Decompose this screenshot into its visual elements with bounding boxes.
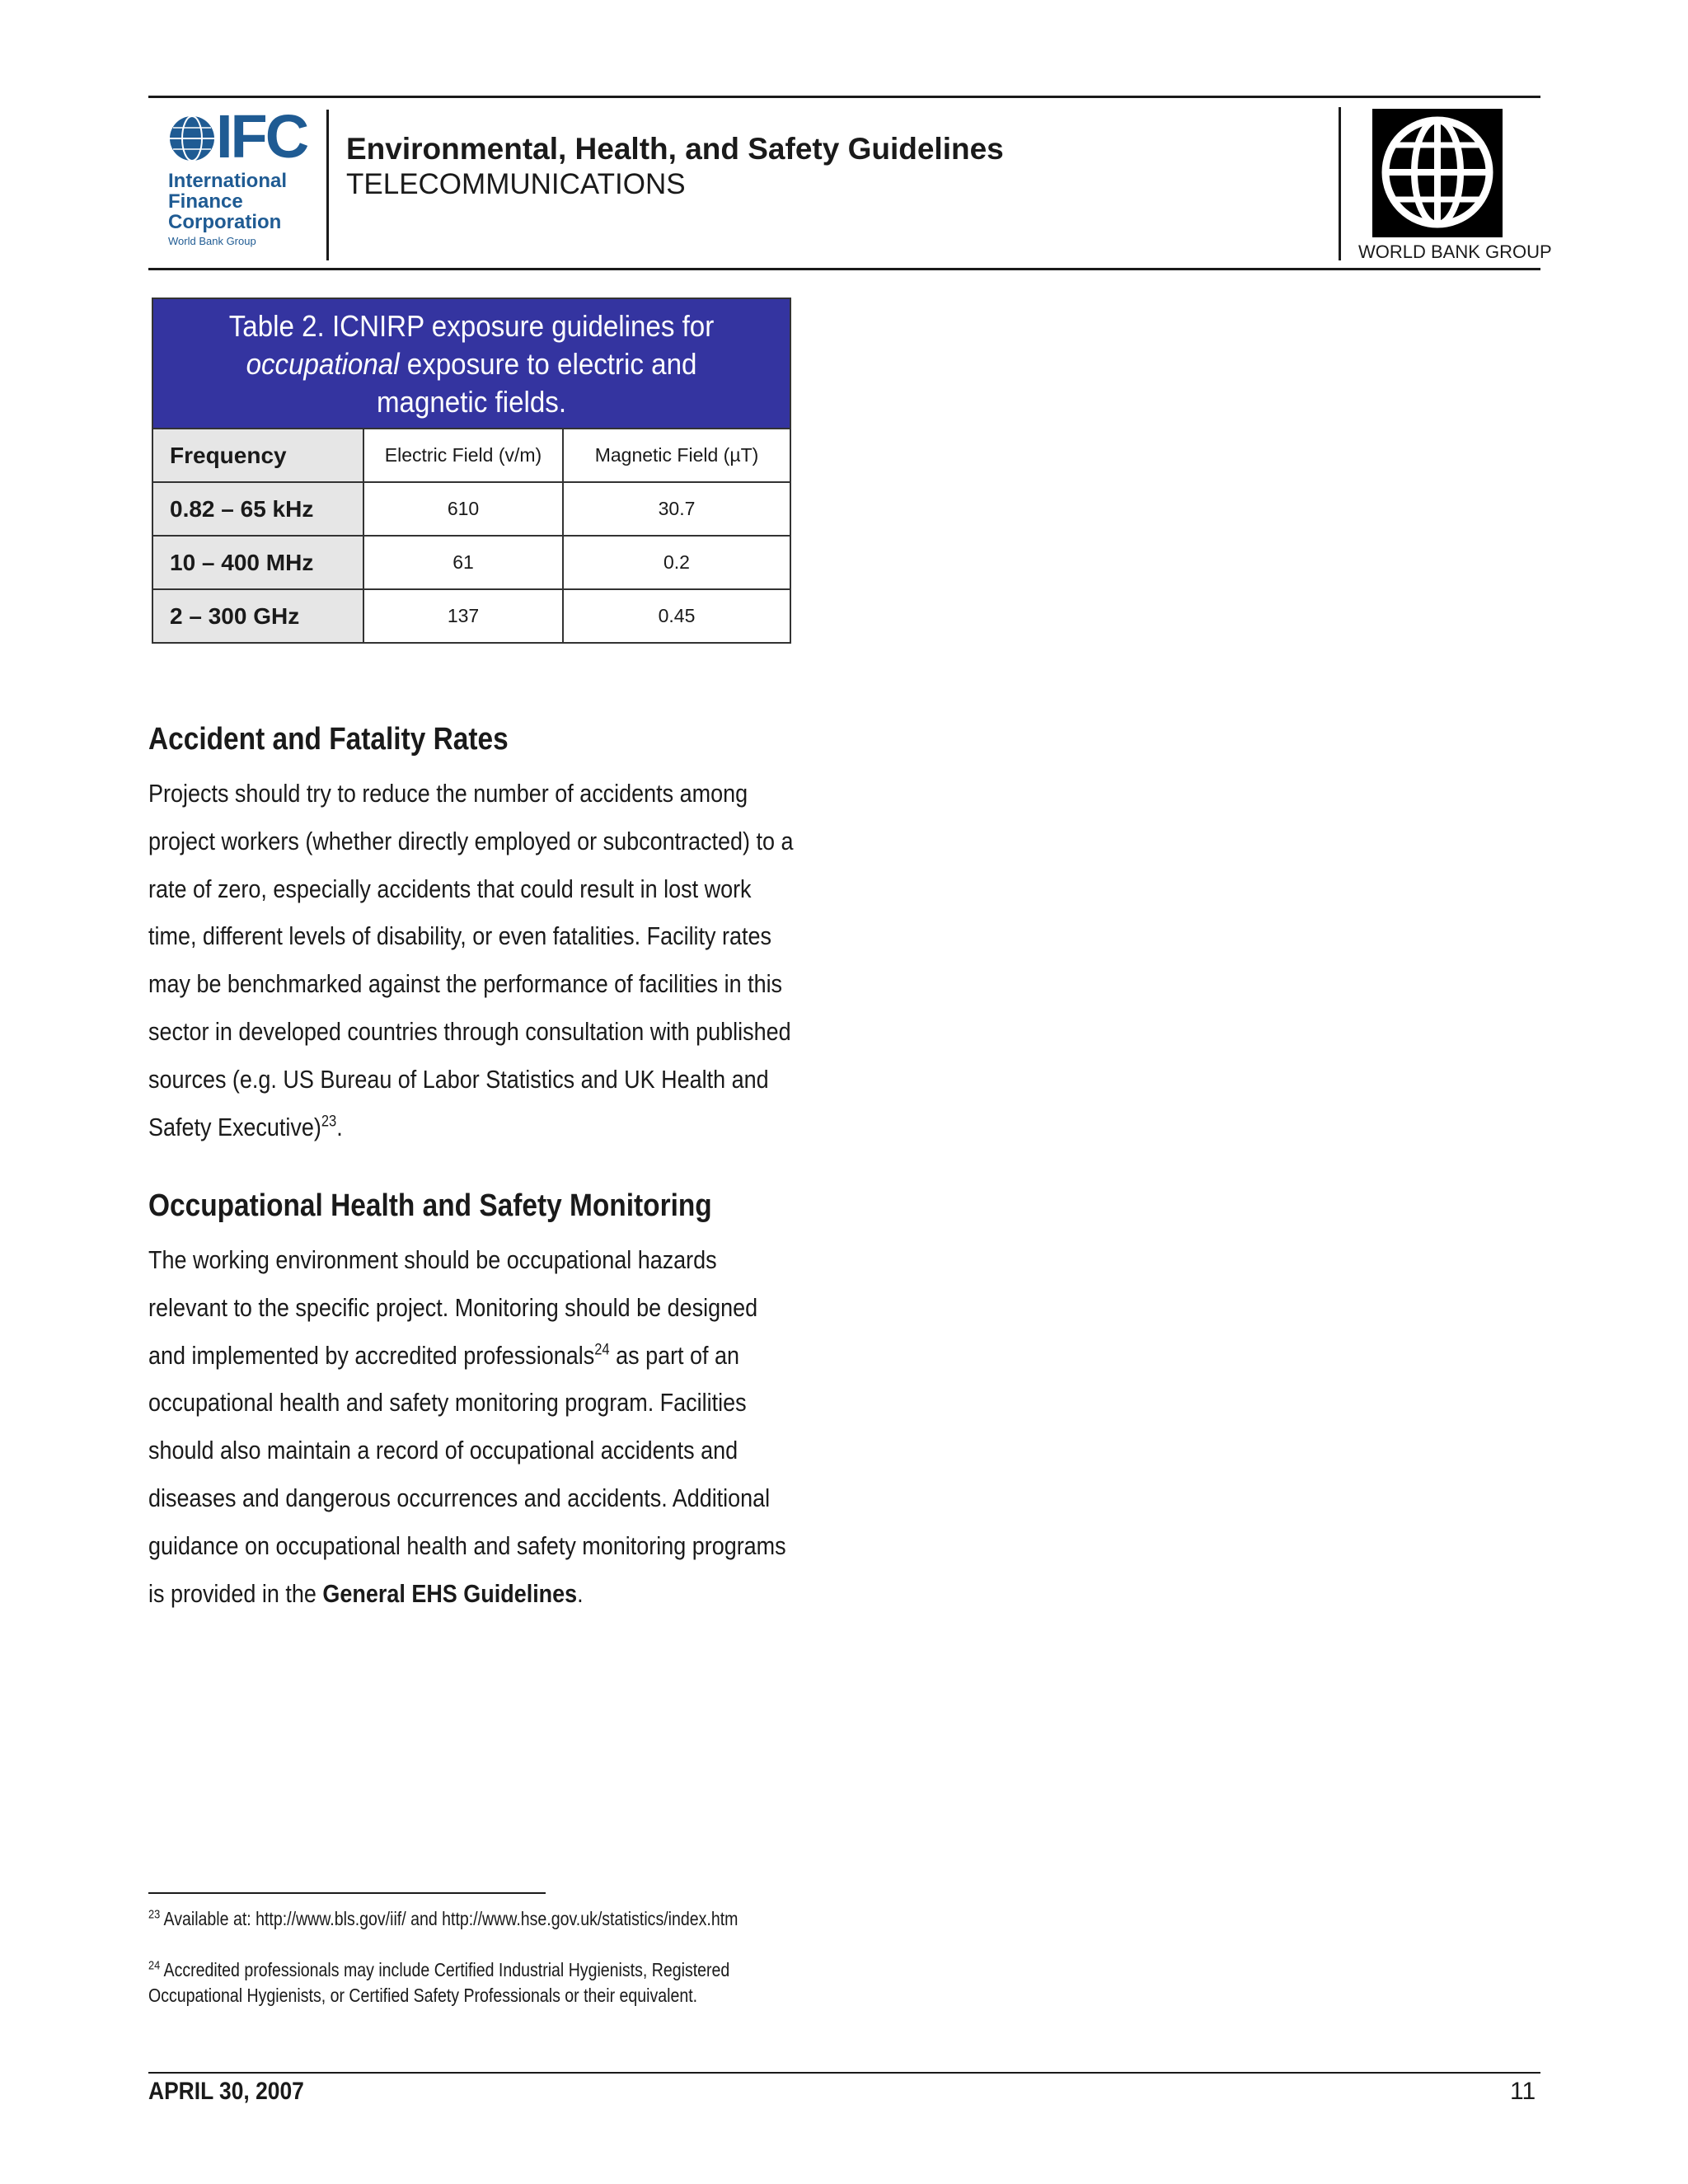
table-title-band <box>153 299 790 429</box>
table-title-part: exposure to electric and magnetic fields. <box>376 347 697 419</box>
table-cell: 2 – 300 GHz <box>153 590 364 642</box>
section-heading: Accident and Fatality Rates <box>148 722 509 757</box>
icnirp-table <box>152 298 791 644</box>
footnote <box>148 1906 779 1932</box>
ifc-globe-icon <box>168 115 216 162</box>
paragraph-text: as part of an occupational health and safety monitoring program. Facilities should also maintain a record of occupational accidents and diseases and dangerous occurrences and accidents. Additional guidance on occupational health and safety monitoring programs is provided in the <box>148 1340 786 1608</box>
footnote-text: Accredited professionals may include Certified Industrial Hygienists, Registered Occupational Hygienists, or Certified Safety Professionals or their equivalent. <box>148 1959 730 2006</box>
table-cell: 137 <box>364 590 564 642</box>
ifc-name-line: Corporation <box>168 211 282 233</box>
footnote-number: 24 <box>148 1958 161 1973</box>
table-cell: 0.45 <box>658 605 696 626</box>
header-top-rule <box>148 96 1540 98</box>
ifc-name-line: Finance <box>168 190 243 213</box>
table-header-row <box>153 429 790 483</box>
footer-rule <box>148 2072 1540 2074</box>
table-cell: 0.2 <box>663 551 690 573</box>
footnote-text: Available at: http://www.bls.gov/iif/ and http://www.hse.gov.uk/statistics/index.htm <box>160 1908 738 1929</box>
section-heading: Occupational Health and Safety Monitoring <box>148 1188 712 1223</box>
table-cell: 61 <box>364 537 564 588</box>
column-header: Magnetic Field (µT) <box>594 444 759 466</box>
document-title: Environmental, Health, and Safety Guidelines <box>346 132 1004 166</box>
guidelines-reference: General EHS Guidelines <box>322 1578 578 1608</box>
paragraph-text: Projects should try to reduce the number of accidents among project workers (whether directly employed or subcontracted) to a rate of zero, especially accidents that could result in lost work time, different levels of disability, or even fatalities. Facility rates may be benchmarked against the performance of facilities in this sector in developed countries through consultation with published sources (e.g. US Bureau of Labor Statistics and UK Health and Safety Executive) <box>148 779 794 1141</box>
table-row <box>153 590 790 642</box>
table-title-italic: occupational <box>246 347 400 381</box>
paragraph-text: . <box>577 1578 584 1608</box>
table-cell: 610 <box>364 483 564 535</box>
table-cell: 30.7 <box>658 498 696 519</box>
table-cell: 0.82 – 65 kHz <box>153 483 364 535</box>
table-row <box>153 537 790 590</box>
page-number: 11 <box>1510 2078 1536 2105</box>
footnote-rule <box>148 1892 546 1894</box>
column-header: Electric Field (v/m) <box>364 429 564 481</box>
header-bottom-rule <box>148 268 1540 270</box>
footnote <box>148 1957 779 2008</box>
footnote-ref: 23 <box>321 1113 337 1131</box>
table-title-part: Table 2. ICNIRP exposure guidelines for <box>228 309 715 343</box>
table-title <box>179 299 764 428</box>
globe-icon <box>1372 109 1503 237</box>
footnote-number: 23 <box>148 1907 161 1922</box>
section-paragraph <box>148 770 794 1151</box>
footnote-ref: 24 <box>594 1341 610 1359</box>
paragraph-text: . <box>336 1112 343 1141</box>
document-subtitle: TELECOMMUNICATIONS <box>346 168 686 200</box>
table-cell: 10 – 400 MHz <box>153 537 364 588</box>
paragraph-text: The working environment should be occupational hazards relevant to the specific project. Monitoring should be designed and implemented by accredited professionals <box>148 1245 758 1370</box>
table-row <box>153 483 790 537</box>
column-header: Frequency <box>153 429 364 481</box>
world-bank-group-label: WORLD BANK GROUP <box>1358 241 1552 262</box>
header-divider-left <box>326 110 329 260</box>
footer-date: APRIL 30, 2007 <box>148 2078 304 2105</box>
ifc-logo <box>168 102 315 250</box>
header-divider-right <box>1339 107 1341 260</box>
ifc-name <box>168 171 287 232</box>
section-paragraph <box>148 1236 794 1617</box>
ifc-sub: World Bank Group <box>168 235 256 247</box>
world-bank-logo <box>1372 109 1503 237</box>
ifc-name-line: International <box>168 170 288 192</box>
ifc-letters: IFC <box>216 102 307 171</box>
